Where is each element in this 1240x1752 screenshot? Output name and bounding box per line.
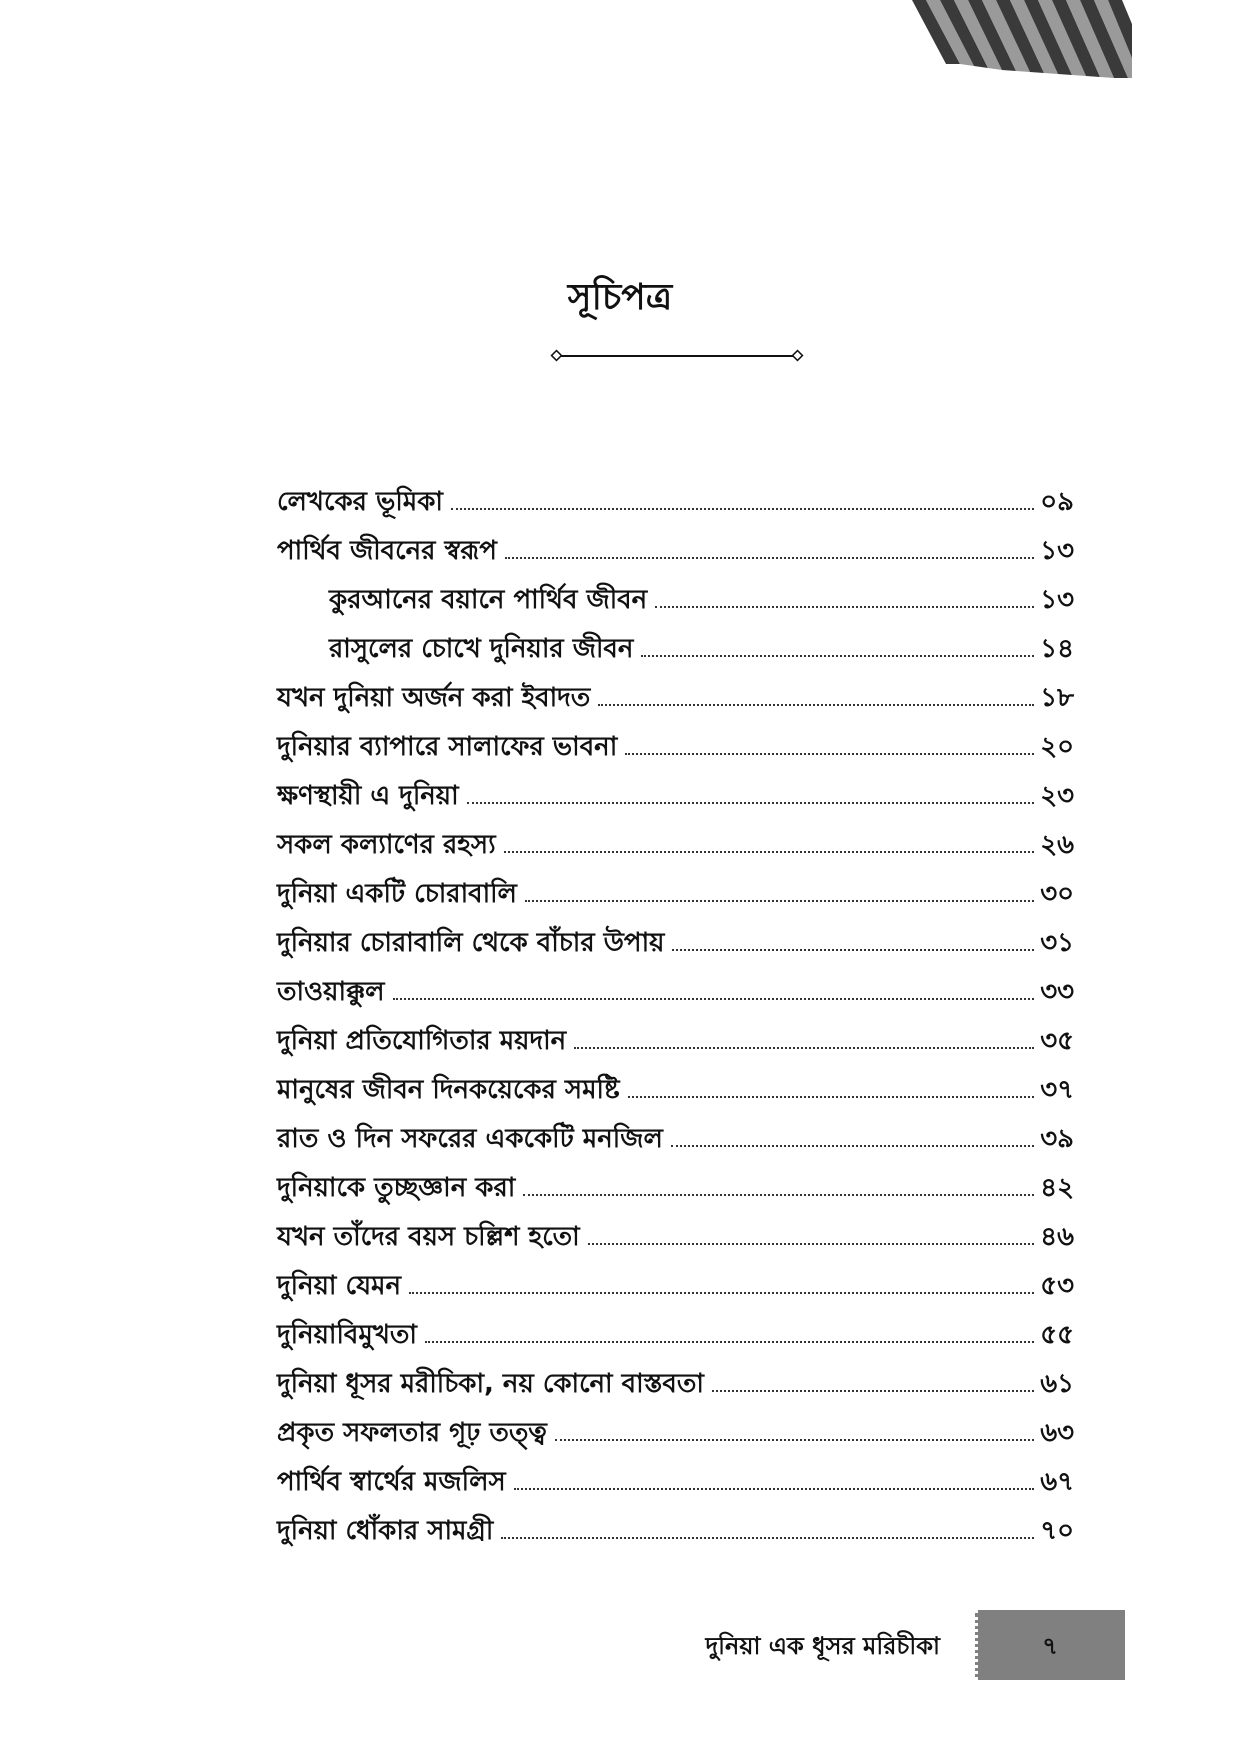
toc-dot-leader (467, 802, 1035, 804)
toc-entry-page: ৪৬ (1040, 1222, 1074, 1252)
toc-entry (277, 1009, 1074, 1058)
toc-dot-leader (588, 1243, 1035, 1245)
toc-entry-title: রাত ও দিন সফরের এককেটি মনজিল (277, 1124, 663, 1154)
toc-dot-leader (641, 655, 1034, 657)
toc-entry-title: দুনিয়া ধোঁকার সামগ্রী (277, 1516, 494, 1546)
toc-entry (277, 1303, 1074, 1352)
toc-dot-leader (555, 1439, 1034, 1441)
toc-dot-leader (523, 1194, 1034, 1196)
toc-entry (277, 764, 1074, 813)
toc-entry-page: ৩১ (1040, 928, 1074, 958)
toc-dot-leader (504, 851, 1035, 853)
toc-dot-leader (628, 1096, 1035, 1098)
toc-entry (277, 666, 1074, 715)
toc-dot-leader (598, 704, 1034, 706)
table-of-contents (277, 470, 1074, 1548)
toc-entry (277, 1401, 1074, 1450)
toc-entry-title: রাসুলের চোখে দুনিয়ার জীবন (329, 634, 634, 664)
toc-entry-page: ৩৯ (1040, 1124, 1074, 1154)
toc-entry-page: ৩৭ (1040, 1075, 1074, 1105)
toc-entry-page: ১৩ (1040, 585, 1074, 615)
toc-entry-page: ১৩ (1040, 536, 1074, 566)
toc-entry (277, 1156, 1074, 1205)
toc-entry-page: ৭০ (1040, 1516, 1074, 1546)
toc-entry (277, 813, 1074, 862)
toc-entry-title: দুনিয়া প্রতিযোগিতার ময়দান (277, 1026, 567, 1056)
toc-entry-title: দুনিয়া যেমন (277, 1271, 402, 1301)
toc-entry-title: দুনিয়ার চোরাবালি থেকে বাঁচার উপায় (277, 928, 665, 958)
toc-entry (277, 1107, 1074, 1156)
toc-entry-page: ৫৩ (1040, 1271, 1074, 1301)
toc-entry (277, 715, 1074, 764)
toc-entry-title: পার্থিব স্বার্থের মজলিস (277, 1467, 506, 1497)
toc-entry-page: ৬৩ (1040, 1418, 1074, 1448)
toc-dot-leader (712, 1390, 1034, 1392)
toc-entry-page: ৪২ (1040, 1173, 1074, 1203)
toc-entry (277, 1205, 1074, 1254)
toc-entry-title: মানুষের জীবন দিনকয়েকের সমষ্টি (277, 1075, 620, 1105)
toc-entry-title: সকল কল্যাণের রহস্য (277, 830, 496, 860)
toc-entry-title: কুরআনের বয়ানে পার্থিব জীবন (329, 585, 648, 615)
toc-entry-page: ৩৫ (1040, 1026, 1074, 1056)
toc-entry-title: যখন দুনিয়া অর্জন করা ইবাদত (277, 683, 591, 713)
corner-stripes-decoration (912, 0, 1132, 78)
footer-book-title: দুনিয়া এক ধূসর মরিচীকা (705, 1632, 940, 1660)
toc-entry-page: ২৩ (1040, 781, 1074, 811)
toc-entry-page: ৫৫ (1040, 1320, 1074, 1350)
toc-entry (277, 960, 1074, 1009)
toc-dot-leader (409, 1292, 1034, 1294)
toc-entry-page: ৬৭ (1040, 1467, 1074, 1497)
toc-dot-leader (525, 900, 1034, 902)
toc-entry (277, 1058, 1074, 1107)
toc-dot-leader (514, 1488, 1035, 1490)
toc-entry-title: দুনিয়া ধূসর মরীচিকা, নয় কোনো বাস্তবতা (277, 1369, 704, 1399)
toc-dot-leader (625, 753, 1034, 755)
toc-entry-title: দুনিয়াকে তুচ্ছজ্ঞান করা (277, 1173, 516, 1203)
toc-subentry (277, 568, 1074, 617)
toc-dot-leader (574, 1047, 1034, 1049)
toc-entry-page: ০৯ (1040, 487, 1074, 517)
toc-entry-title: প্রকৃত সফলতার গূঢ় তত্ত্ব (277, 1418, 547, 1448)
toc-dot-leader (451, 508, 1034, 510)
toc-dot-leader (505, 557, 1034, 559)
footer-page-number: ৭ (1042, 1632, 1058, 1660)
toc-entry (277, 1254, 1074, 1303)
toc-entry-title: তাওয়াক্কুল (277, 977, 385, 1007)
toc-entry-page: ৩০ (1040, 879, 1074, 909)
toc-dot-leader (671, 1145, 1034, 1147)
title-divider (550, 348, 804, 364)
toc-dot-leader (672, 949, 1034, 951)
toc-entry-title: দুনিয়া একটি চোরাবালি (277, 879, 517, 909)
toc-entry-title: লেখকের ভূমিকা (277, 487, 443, 517)
toc-subentry (277, 617, 1074, 666)
toc-entry-title: দুনিয়ার ব্যাপারে সালাফের ভাবনা (277, 732, 618, 762)
toc-entry (277, 1499, 1074, 1548)
toc-entry (277, 519, 1074, 568)
toc-entry-page: ২০ (1040, 732, 1074, 762)
toc-dot-leader (393, 998, 1035, 1000)
toc-entry (277, 862, 1074, 911)
toc-dot-leader (425, 1341, 1034, 1343)
page-title: সূচিপত্র (567, 277, 673, 318)
toc-entry-title: ক্ষণস্থায়ী এ দুনিয়া (277, 781, 459, 811)
toc-entry (277, 470, 1074, 519)
toc-dot-leader (501, 1537, 1034, 1539)
toc-entry-page: ২৬ (1040, 830, 1074, 860)
toc-entry (277, 1450, 1074, 1499)
toc-entry (277, 1352, 1074, 1401)
toc-entry-page: ১৪ (1040, 634, 1074, 664)
toc-entry-title: দুনিয়াবিমুখতা (277, 1320, 417, 1350)
toc-entry-page: ৩৩ (1040, 977, 1074, 1007)
toc-entry-page: ১৮ (1040, 683, 1074, 713)
toc-dot-leader (655, 606, 1034, 608)
toc-entry-title: পার্থিব জীবনের স্বরূপ (277, 536, 497, 566)
toc-entry-page: ৬১ (1040, 1369, 1074, 1399)
toc-entry-title: যখন তাঁদের বয়স চল্লিশ হতো (277, 1222, 580, 1252)
toc-entry (277, 911, 1074, 960)
